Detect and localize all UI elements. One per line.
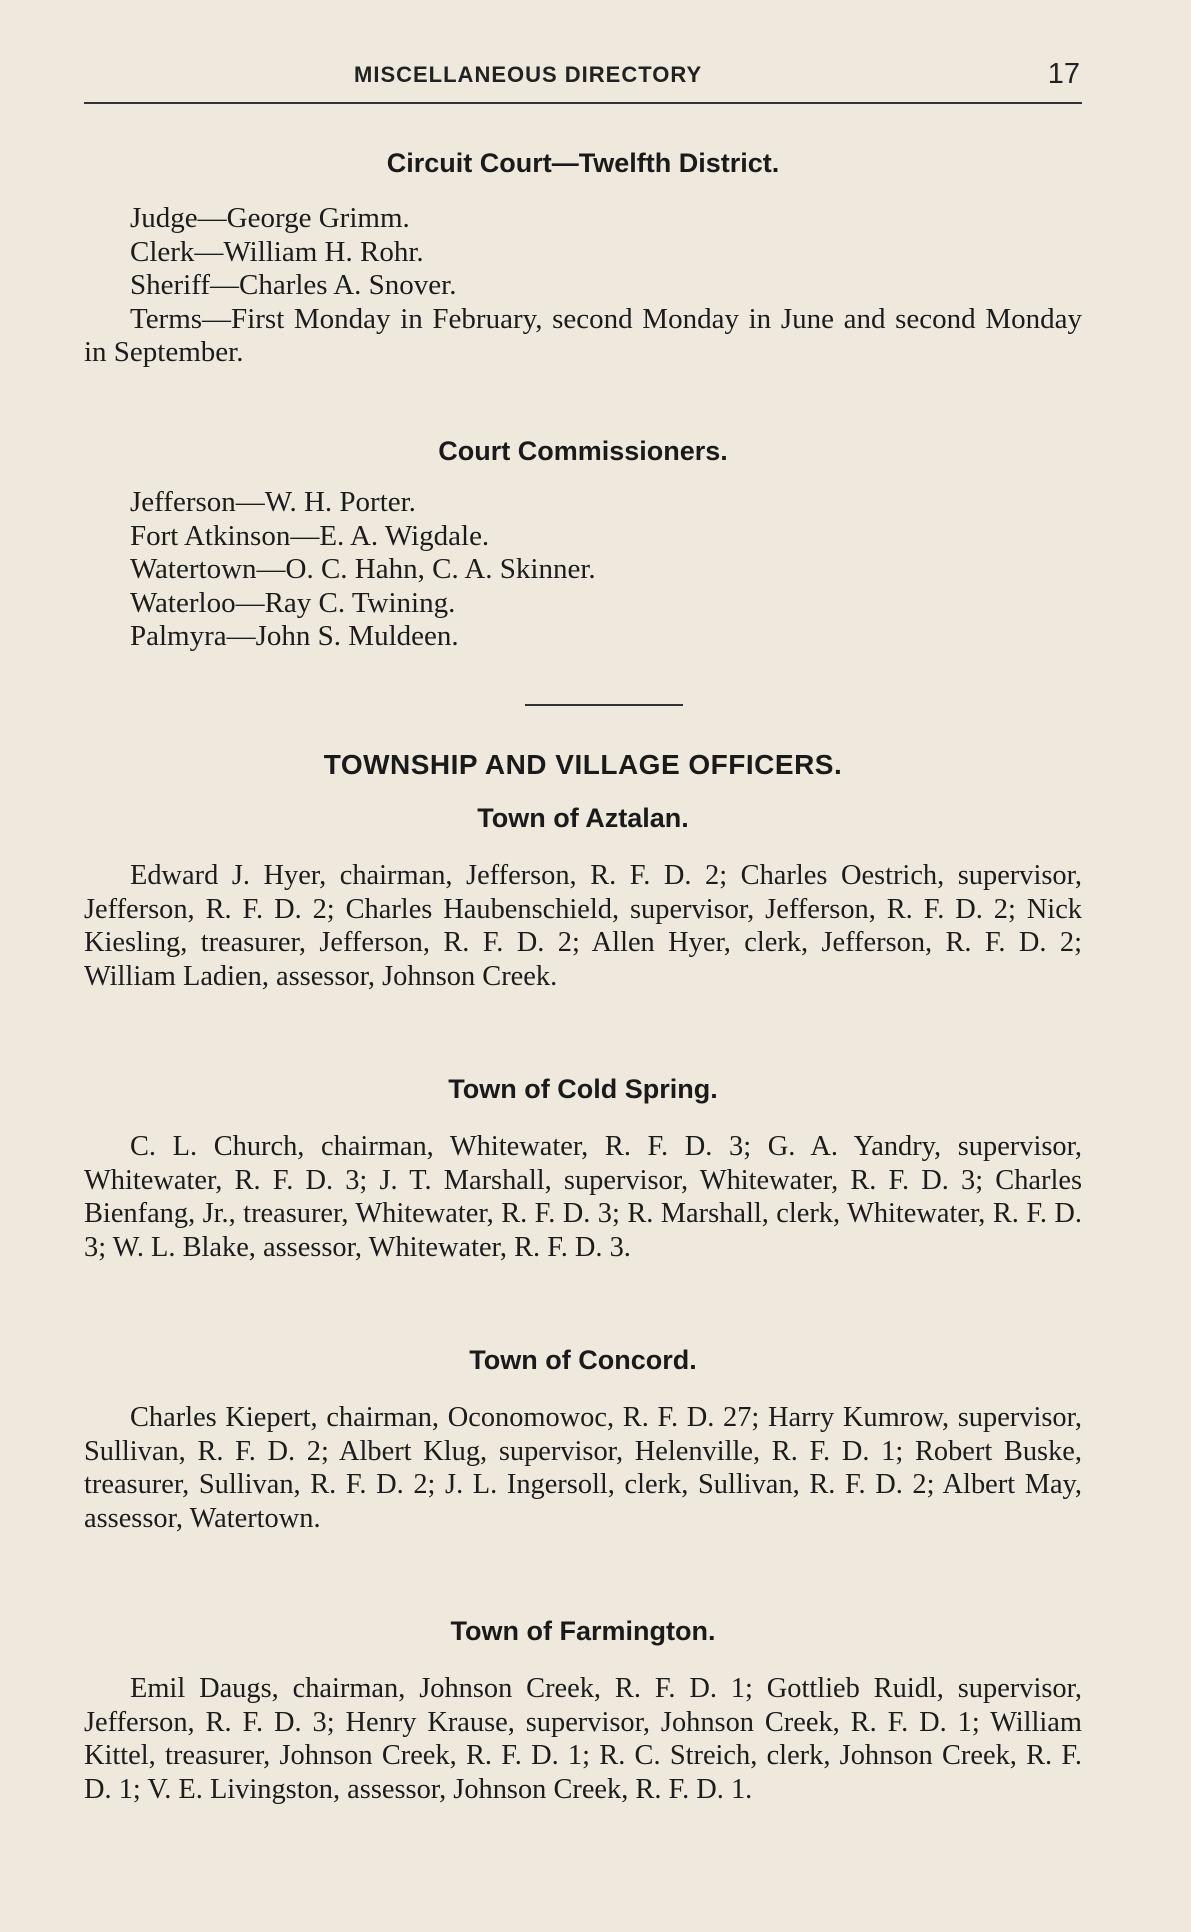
town-heading: Town of Concord. — [469, 1345, 697, 1375]
town-heading: Town of Aztalan. — [477, 803, 689, 833]
judge-line: Judge—George Grimm. — [130, 202, 410, 234]
township-heading-block — [84, 748, 1082, 782]
section-divider — [525, 704, 683, 706]
court-commissioners-section — [84, 434, 1082, 654]
town-cold-spring-section — [84, 1072, 1082, 1264]
town-farmington-section — [84, 1614, 1082, 1806]
commissioner-line: Jefferson—W. H. Porter. — [130, 486, 416, 518]
directory-page — [84, 0, 1082, 1932]
town-officers-text: C. L. Church, chairman, Whitewater, R. F. D. 3; G. A. Yandry, supervisor, Whitewater, R. F. D. 3; J. T. Marshall, supervisor, Whitewater, R. F. D. 3; Charles Bienfang, Jr., treasurer, Whitewater, R. F. D. 3; R. Marshall, clerk, Whitewater, R. F. D. 3; W. L. Blake, assessor, Whitewater, R. F. D. 3. — [84, 1131, 1082, 1263]
circuit-court-section — [84, 146, 1082, 370]
page-header — [84, 58, 1082, 94]
circuit-court-officers — [84, 202, 1082, 303]
town-heading: Town of Farmington. — [450, 1616, 716, 1646]
terms-paragraph: Terms—First Monday in February, second Monday in June and second Monday in September. — [84, 302, 1082, 368]
township-heading: TOWNSHIP AND VILLAGE OFFICERS. — [323, 749, 843, 780]
sheriff-line: Sheriff—Charles A. Snover. — [130, 269, 457, 301]
header-rule — [84, 102, 1082, 104]
town-heading: Town of Cold Spring. — [448, 1074, 718, 1104]
commissioner-line: Fort Atkinson—E. A. Wigdale. — [130, 519, 490, 552]
town-officers-text: Emil Daugs, chairman, Johnson Creek, R. F. D. 1; Gottlieb Ruidl, supervisor, Jefferson, R. F. D. 3; Henry Krause, supervisor, Johnson Creek, R. F. D. 1; William Kittel, treasurer, Johnson Creek, R. F. D. 1; R. C. Streich, clerk, Johnson Creek, R. F. D. 1; V. E. Livingston, assessor, Johnson Creek, R. F. D. 1. — [84, 1673, 1082, 1805]
commissioner-list — [84, 486, 1082, 654]
running-head: MISCELLANEOUS DIRECTORY — [354, 62, 703, 87]
town-officers-text: Edward J. Hyer, chairman, Jefferson, R. F. D. 2; Charles Oestrich, supervisor, Jefferson, R. F. D. 2; Charles Haubenschield, supervisor, Jefferson, R. F. D. 2; Nick Kiesling, treasurer, Jefferson, R. F. D. 2; Allen Hyer, clerk, Jefferson, R. F. D. 2; William Ladien, assessor, Johnson Creek. — [84, 860, 1082, 992]
clerk-line: Clerk—William H. Rohr. — [130, 235, 424, 268]
page-number: 17 — [1047, 58, 1080, 90]
town-aztalan-section — [84, 801, 1082, 993]
commissioner-line: Waterloo—Ray C. Twining. — [130, 586, 456, 619]
commissioner-line: Watertown—O. C. Hahn, C. A. Skinner. — [130, 553, 596, 585]
circuit-court-heading: Circuit Court—Twelfth District. — [386, 148, 780, 178]
town-officers-text: Charles Kiepert, chairman, Oconomowoc, R. F. D. 27; Harry Kumrow, supervisor, Sullivan, R. F. D. 2; Albert Klug, supervisor, Helenville, R. F. D. 1; Robert Buske, treasurer, Sullivan, R. F. D. 2; J. L. Ingersoll, clerk, Sullivan, R. F. D. 2; Albert May, assessor, Watertown. — [84, 1402, 1082, 1534]
town-concord-section — [84, 1343, 1082, 1535]
court-commissioners-heading: Court Commissioners. — [438, 436, 728, 466]
commissioner-line: Palmyra—John S. Muldeen. — [130, 620, 459, 652]
